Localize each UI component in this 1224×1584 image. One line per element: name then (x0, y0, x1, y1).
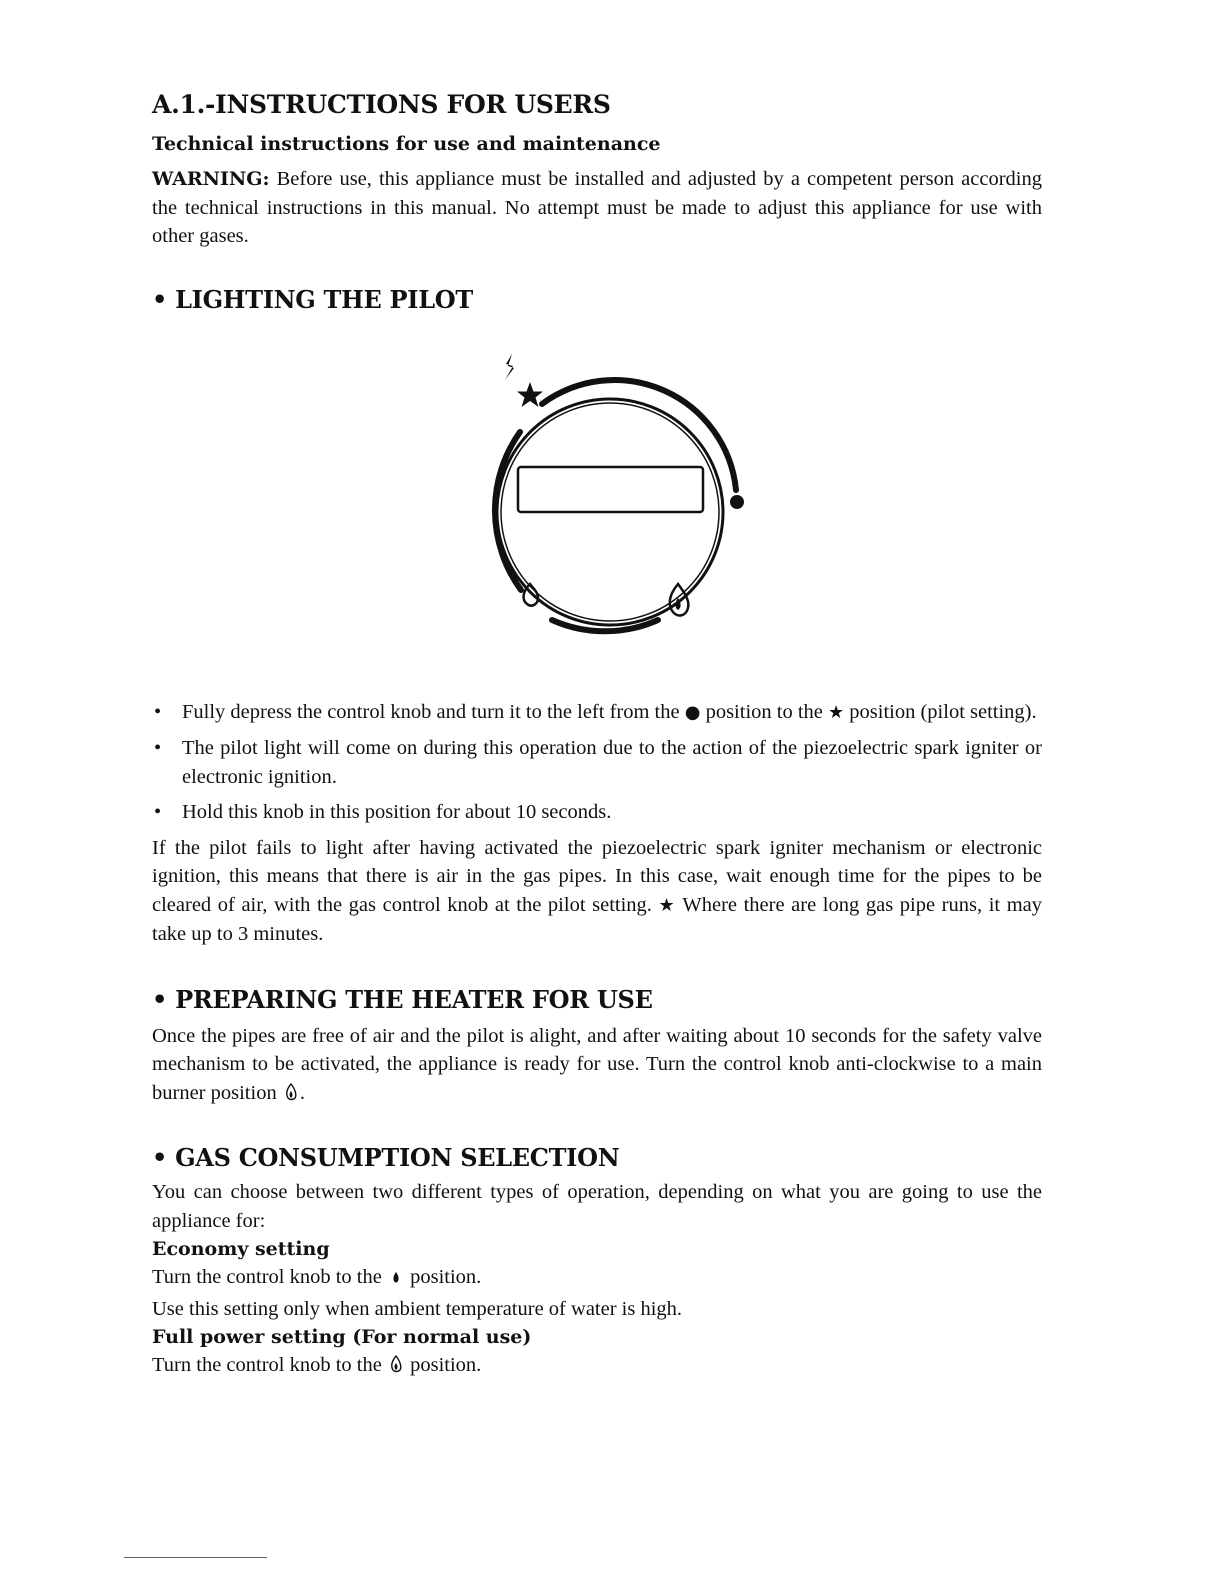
spark-icon (505, 354, 514, 380)
bullet1-text-b: position to the (700, 700, 829, 723)
bullet-dot: • (154, 801, 162, 823)
off-dot-icon: ● (684, 701, 701, 723)
subtitle: Technical instructions for use and maintenance (152, 133, 661, 155)
economy-text-b: position. (404, 1266, 482, 1288)
full-power-heading: Full power setting (For normal use) (152, 1326, 532, 1348)
preparing-para-b: . (299, 1081, 305, 1104)
large-flame-icon (390, 1355, 402, 1373)
footer-rule (124, 1557, 267, 1558)
pilot-star-icon: ★ (658, 894, 677, 916)
small-flame-icon (390, 1267, 402, 1285)
list-item (152, 798, 1042, 827)
large-flame-icon (285, 1083, 297, 1101)
lighting-paragraph (152, 834, 1042, 949)
manual-page (152, 90, 1042, 1380)
bullet-dot: • (154, 737, 162, 759)
lighting-para-b: Where there are long gas pipe runs, it may take up to 3 minutes. (152, 893, 1042, 945)
heading-lighting: • LIGHTING THE PILOT (152, 284, 473, 314)
bullet3-text: Hold this knob in this position for about 10 seconds. (182, 801, 612, 823)
full-text-a: Turn the control knob to the (152, 1354, 387, 1376)
preparing-para-a: Once the pipes are free of air and the pilot is alight, and after waiting about 10 seconds for the safety valve mechanism to be activated, the appliance is ready for use. Turn the control knob anti-clockwise to a main burner position (152, 1024, 1042, 1104)
full-text-b: position. (404, 1354, 482, 1376)
warning-label: WARNING: (152, 168, 270, 190)
off-position-dot-icon (730, 495, 744, 509)
knob-window (518, 467, 703, 512)
full-power-instruction (152, 1351, 1042, 1380)
control-knob-diagram (152, 352, 1042, 652)
bullet2-text: The pilot light will come on during this operation due to the action of the piezoelectric spark igniter or electronic ignition. (182, 737, 1042, 788)
heading-preparing: • PREPARING THE HEATER FOR USE (152, 984, 653, 1014)
lighting-steps-list (152, 698, 1042, 827)
list-item (152, 698, 1042, 728)
heading-consumption: • GAS CONSUMPTION SELECTION (152, 1143, 620, 1172)
page-title: A.1.-INSTRUCTIONS FOR USERS (152, 90, 611, 119)
preparing-paragraph (152, 1022, 1042, 1108)
list-item (152, 734, 1042, 791)
lighting-para-a: If the pilot fails to light after having activated the piezoelectric spark igniter mechanism or electronic ignition, this means that there is air in the gas pipes. In this case, wait enough time for the pipes to be cleared of air, with the gas control knob at the pilot setting. (152, 836, 1042, 916)
bullet-dot: • (154, 700, 162, 723)
bullet1-text-a: Fully depress the control knob and turn it to the left from the (182, 700, 685, 723)
warning-paragraph (152, 165, 1042, 251)
economy-text-a: Turn the control knob to the (152, 1266, 387, 1288)
pilot-star-icon: ★ (828, 701, 845, 723)
warning-text: Before use, this appliance must be installed and adjusted by a competent person according the technical instructions in this manual. No attempt must be made to adjust this appliance for use with other gases. (152, 168, 1042, 247)
consumption-intro: You can choose between two different types of operation, depending on what you are going to use the appliance for: (152, 1181, 1042, 1232)
control-knob-illustration (470, 352, 750, 652)
bullet1-text-c: position (pilot setting). (844, 700, 1037, 723)
economy-heading: Economy setting (152, 1238, 330, 1260)
economy-note: Use this setting only when ambient temperature of water is high. (152, 1297, 683, 1320)
economy-instruction (152, 1263, 1042, 1292)
